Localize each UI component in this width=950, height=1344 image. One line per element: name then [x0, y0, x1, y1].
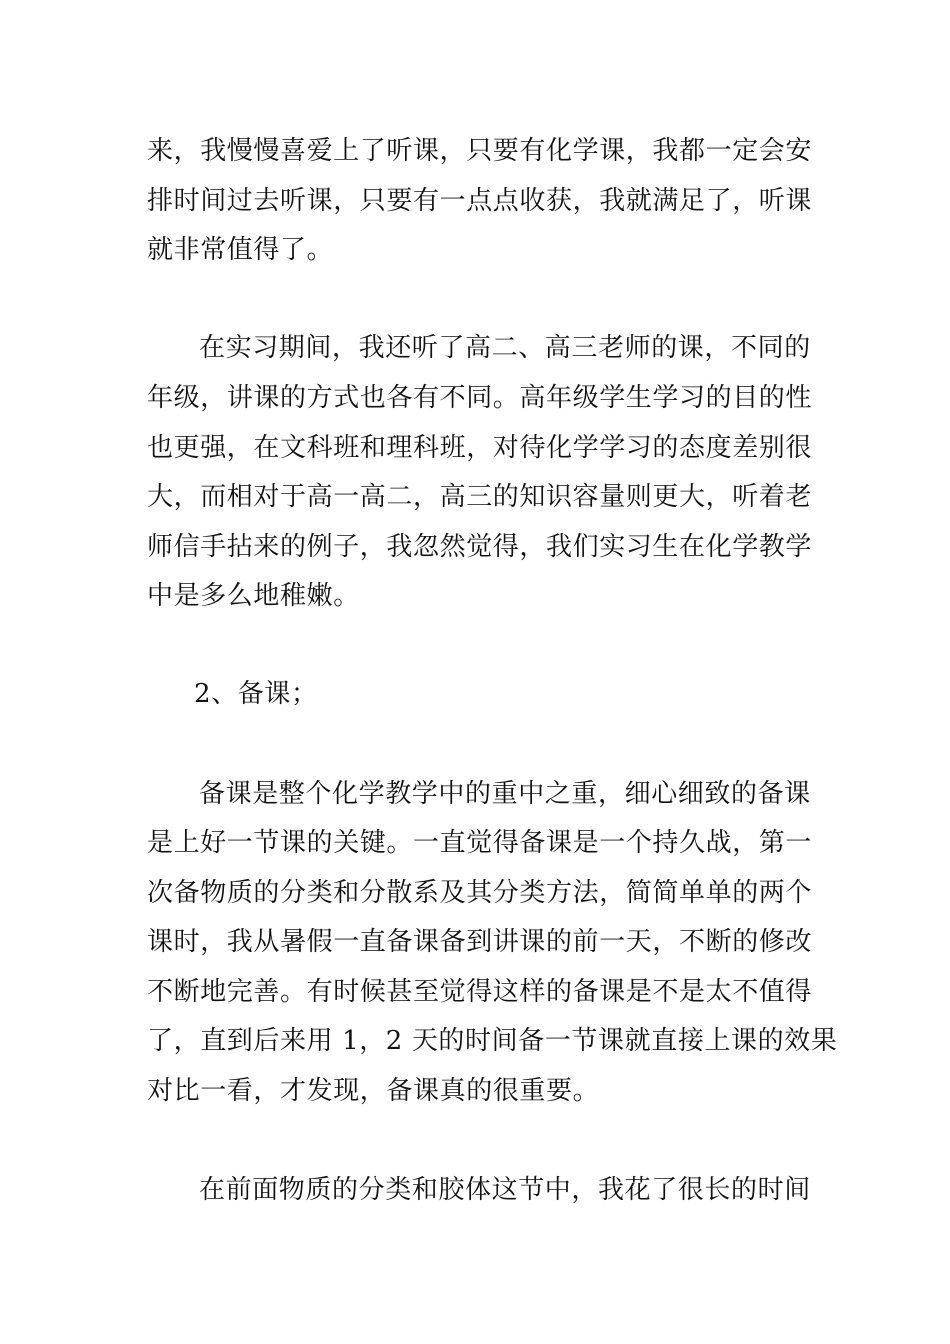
paragraph-4-line-3: 次备物质的分类和分散系及其分类方法，简简单单的两个 [147, 878, 813, 908]
paragraph-4-line-6: 了，直到后来用 1，2 天的时间备一节课就直接上课的效果 [147, 1026, 838, 1056]
paragraph-2-line-5: 师信手拈来的例子，我忽然觉得，我们实习生在化学教学 [147, 532, 813, 562]
paragraph-5-line-1: 在前面物质的分类和胶体这节中，我花了很长的时间 [199, 1175, 811, 1205]
paragraph-2-line-6: 中是多么地稚嫩。 [147, 581, 360, 611]
paragraph-2-line-4: 大，而相对于高一高二，高三的知识容量则更大，听着老 [147, 482, 813, 512]
paragraph-4-line-5: 不断地完善。有时候甚至觉得这样的备课是不是太不值得 [147, 977, 813, 1007]
paragraph-4-line-1: 备课是整个化学教学中的重中之重，细心细致的备课 [199, 779, 811, 809]
paragraph-2-line-2: 年级，讲课的方式也各有不同。高年级学生学习的目的性 [147, 383, 813, 413]
paragraph-2-line-1: 在实习期间，我还听了高二、高三老师的课，不同的 [199, 333, 811, 363]
paragraph-1-line-1: 来，我慢慢喜爱上了听课，只要有化学课，我都一定会安 [147, 136, 813, 166]
paragraph-4-line-7: 对比一看，才发现，备课真的很重要。 [147, 1076, 600, 1106]
section-heading-lesson-prep: 2、备课； [194, 679, 318, 709]
paragraph-1-line-3: 就非常值得了。 [147, 235, 334, 265]
paragraph-4-line-2: 是上好一节课的关键。一直觉得备课是一个持久战，第一 [147, 828, 813, 858]
paragraph-2-line-3: 也更强，在文科班和理科班，对待化学学习的态度差别很 [147, 433, 813, 463]
paragraph-4-line-4: 课时，我从暑假一直备课备到讲课的前一天，不断的修改 [147, 927, 813, 957]
paragraph-1-line-2: 排时间过去听课，只要有一点点收获，我就满足了，听课 [147, 186, 813, 216]
